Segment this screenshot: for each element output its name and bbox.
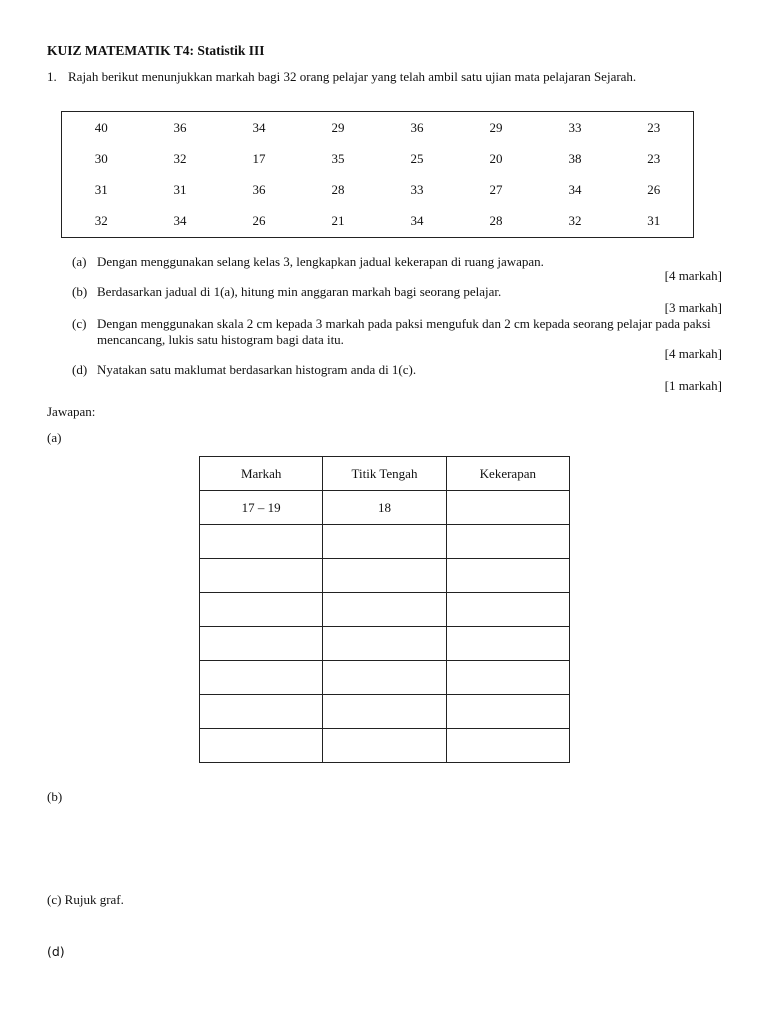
table-cell[interactable]: [446, 661, 569, 695]
table-cell[interactable]: [323, 593, 446, 627]
part-c-text: Dengan menggunakan skala 2 cm kepada 3 markah pada paksi mengufuk dan 2 cm kepada seorang pelajar pada paksi mencancang, lukis satu histogram bagi data itu.: [97, 316, 711, 347]
table-row: [200, 627, 570, 661]
table-cell[interactable]: [323, 661, 446, 695]
part-c-marks: [4 markah]: [664, 346, 722, 361]
data-row: [62, 112, 694, 144]
table-cell[interactable]: [200, 525, 323, 559]
table-row: [200, 491, 570, 525]
data-cell: 23: [647, 119, 661, 135]
table-row: [200, 661, 570, 695]
data-cell: 25: [410, 150, 424, 166]
table-cell[interactable]: 17 – 19: [200, 491, 323, 525]
data-cell: 35: [331, 150, 345, 166]
data-cell: 40: [94, 119, 108, 135]
table-row: [200, 593, 570, 627]
data-cell: 34: [252, 119, 266, 135]
question-text: Rajah berikut menunjukkan markah bagi 32 orang pelajar yang telah ambil satu ujian mata pelajaran Sejarah.: [68, 69, 637, 84]
marks-data-table: [61, 111, 694, 238]
table-cell[interactable]: [200, 559, 323, 593]
data-cell: 38: [568, 150, 582, 166]
data-cell: 32: [94, 213, 108, 229]
table-cell[interactable]: [200, 695, 323, 729]
answer-b-label: (b): [47, 789, 63, 804]
answer-d-label: (d): [47, 944, 65, 959]
data-row: [62, 174, 694, 205]
data-row: [62, 143, 694, 174]
data-cell: 20: [489, 150, 503, 166]
header-kekerapan: Kekerapan: [446, 457, 569, 491]
data-cell: 34: [173, 213, 187, 229]
table-cell[interactable]: [200, 729, 323, 763]
part-b-label: (b): [72, 284, 88, 299]
data-cell: 31: [94, 182, 108, 198]
data-cell: 29: [489, 119, 503, 135]
table-cell[interactable]: [446, 627, 569, 661]
table-cell[interactable]: [323, 695, 446, 729]
answer-heading: Jawapan:: [47, 404, 96, 419]
header-titik-tengah: Titik Tengah: [323, 457, 446, 491]
part-d-marks: [1 markah]: [664, 378, 722, 393]
table-row: [200, 559, 570, 593]
table-row: [200, 695, 570, 729]
data-cell: 36: [173, 119, 187, 135]
data-cell: 33: [410, 182, 424, 198]
table-cell[interactable]: [446, 695, 569, 729]
table-cell[interactable]: [446, 593, 569, 627]
data-cell: 26: [647, 182, 661, 198]
frequency-table: [199, 456, 570, 763]
table-cell[interactable]: [200, 661, 323, 695]
table-cell[interactable]: [446, 559, 569, 593]
table-cell[interactable]: [446, 729, 569, 763]
part-a-marks: [4 markah]: [664, 268, 722, 283]
data-cell: 31: [173, 182, 187, 198]
table-row: [200, 525, 570, 559]
part-c-label: (c): [72, 316, 87, 331]
data-cell: 32: [568, 213, 582, 229]
table-cell[interactable]: [446, 491, 569, 525]
data-cell: 30: [94, 150, 108, 166]
data-cell: 26: [252, 213, 266, 229]
table-cell[interactable]: [323, 559, 446, 593]
data-cell: 23: [647, 150, 661, 166]
data-cell: 36: [252, 182, 266, 198]
data-cell: 36: [410, 119, 424, 135]
table-cell[interactable]: 18: [323, 491, 446, 525]
data-cell: 21: [331, 213, 345, 229]
part-a-label: (a): [72, 254, 87, 269]
data-cell: 34: [410, 213, 424, 229]
part-d-text: Nyatakan satu maklumat berdasarkan histogram anda di 1(c).: [97, 362, 417, 377]
data-cell: 29: [331, 119, 345, 135]
part-a-text: Dengan menggunakan selang kelas 3, lengkapkan jadual kekerapan di ruang jawapan.: [97, 254, 544, 269]
data-cell: 28: [489, 213, 503, 229]
data-cell: 17: [252, 150, 266, 166]
answer-a-label: (a): [47, 430, 62, 445]
table-cell[interactable]: [200, 627, 323, 661]
data-cell: 32: [173, 150, 187, 166]
part-d-label: (d): [72, 362, 88, 377]
answer-c-text: (c) Rujuk graf.: [47, 892, 124, 907]
data-cell: 33: [568, 119, 582, 135]
data-row: [62, 206, 694, 238]
table-cell[interactable]: [323, 729, 446, 763]
data-cell: 27: [489, 182, 503, 198]
data-cell: 34: [568, 182, 582, 198]
part-b-text: Berdasarkan jadual di 1(a), hitung min anggaran markah bagi seorang pelajar.: [97, 284, 502, 299]
data-cell: 31: [647, 213, 661, 229]
frequency-table-header: [200, 457, 570, 491]
data-cell: 28: [331, 182, 345, 198]
table-cell[interactable]: [200, 593, 323, 627]
table-row: [200, 729, 570, 763]
header-markah: Markah: [200, 457, 323, 491]
table-cell[interactable]: [323, 627, 446, 661]
page-title: KUIZ MATEMATIK T4: Statistik III: [47, 43, 265, 58]
table-cell[interactable]: [446, 525, 569, 559]
question-number: 1.: [47, 69, 57, 84]
table-cell[interactable]: [323, 525, 446, 559]
part-b-marks: [3 markah]: [664, 300, 722, 315]
